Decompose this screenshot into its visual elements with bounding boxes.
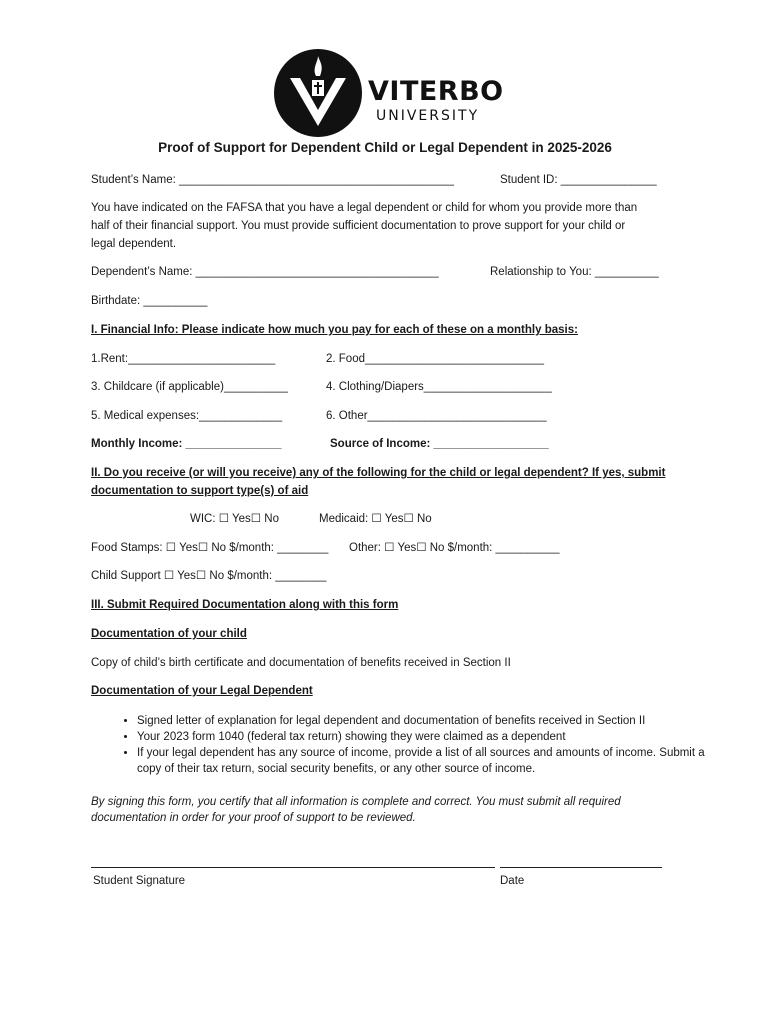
section2-heading-line1: II. Do you receive (or will you receive) any of the following for the child or legal dependent? If yes, submit bbox=[91, 467, 666, 479]
date-label: Date bbox=[500, 875, 525, 887]
viterbo-logo bbox=[272, 48, 502, 138]
logo-subbrand: UNIVERSITY bbox=[376, 108, 480, 124]
food-field[interactable]: 2. Food____________________________ bbox=[326, 353, 545, 365]
student-signature-label: Student Signature bbox=[93, 875, 186, 887]
clothing-field[interactable]: 4. Clothing/Diapers____________________ bbox=[326, 381, 552, 393]
student-name-field[interactable]: Student’s Name: ___________________________________________ bbox=[91, 174, 455, 186]
student-signature-line[interactable] bbox=[91, 867, 495, 868]
legal-dependent-docs-heading: Documentation of your Legal Dependent bbox=[91, 685, 313, 697]
intro-line-2: half of their financial support. You must provide sufficient documentation to prove support for your child or bbox=[91, 220, 626, 232]
relationship-field[interactable]: Relationship to You: __________ bbox=[490, 266, 659, 278]
section1-heading: I. Financial Info: Please indicate how much you pay for each of these on a monthly basis: bbox=[91, 324, 578, 336]
child-support-row[interactable]: Child Support ☐ Yes☐ No $/month: ________ bbox=[91, 570, 327, 582]
other-aid-row[interactable]: Other: ☐ Yes☐ No $/month: __________ bbox=[349, 542, 560, 554]
date-line[interactable] bbox=[500, 867, 662, 868]
form-title: Proof of Support for Dependent Child or Legal Dependent in 2025-2026 bbox=[158, 140, 612, 155]
rent-field[interactable]: 1.Rent:_______________________ bbox=[91, 353, 276, 365]
dependent-name-field[interactable]: Dependent’s Name: ______________________________________ bbox=[91, 266, 439, 278]
intro-line-3: legal dependent. bbox=[91, 238, 177, 250]
section2-heading-line2: documentation to support type(s) of aid bbox=[91, 485, 309, 497]
medicaid-checkbox-row[interactable]: Medicaid: ☐ Yes☐ No bbox=[319, 513, 432, 525]
other-expense-field[interactable]: 6. Other____________________________ bbox=[326, 410, 547, 422]
certify-line-2: documentation in order for your proof of support to be reviewed. bbox=[91, 812, 416, 824]
monthly-income-field[interactable]: Monthly Income: _______________ bbox=[91, 438, 282, 450]
certify-line-1: By signing this form, you certify that all information is complete and correct. You must submit all required bbox=[91, 796, 621, 808]
legal-dependent-docs-list bbox=[113, 713, 717, 777]
logo-brand: VITERBO bbox=[368, 76, 504, 107]
food-stamps-row[interactable]: Food Stamps: ☐ Yes☐ No $/month: ________ bbox=[91, 542, 329, 554]
childcare-field[interactable]: 3. Childcare (if applicable)__________ bbox=[91, 381, 288, 393]
student-id-field[interactable]: Student ID: _______________ bbox=[500, 174, 657, 186]
medical-field[interactable]: 5. Medical expenses:_____________ bbox=[91, 410, 283, 422]
list-item: • If your legal dependent has any source of income, provide a list of all sources and amounts of income. Submit a copy of their tax return, social security benefits, or any other source of income. bbox=[137, 745, 717, 777]
section3-heading: III. Submit Required Documentation along with this form bbox=[91, 599, 399, 611]
viterbo-seal-icon bbox=[272, 48, 368, 138]
child-docs-heading: Documentation of your child bbox=[91, 628, 247, 640]
list-item: • Your 2023 form 1040 (federal tax return) showing they were claimed as a dependent bbox=[137, 729, 717, 745]
birthdate-field[interactable]: Birthdate: __________ bbox=[91, 295, 208, 307]
list-item: • Signed letter of explanation for legal dependent and documentation of benefits received in Section II bbox=[137, 713, 717, 729]
wic-checkbox-row[interactable]: WIC: ☐ Yes☐ No bbox=[190, 513, 280, 525]
child-docs-text: Copy of child’s birth certificate and documentation of benefits received in Section II bbox=[91, 657, 511, 669]
source-of-income-field[interactable]: Source of Income: __________________ bbox=[330, 438, 549, 450]
intro-line-1: You have indicated on the FAFSA that you have a legal dependent or child for whom you provide more than bbox=[91, 202, 638, 214]
